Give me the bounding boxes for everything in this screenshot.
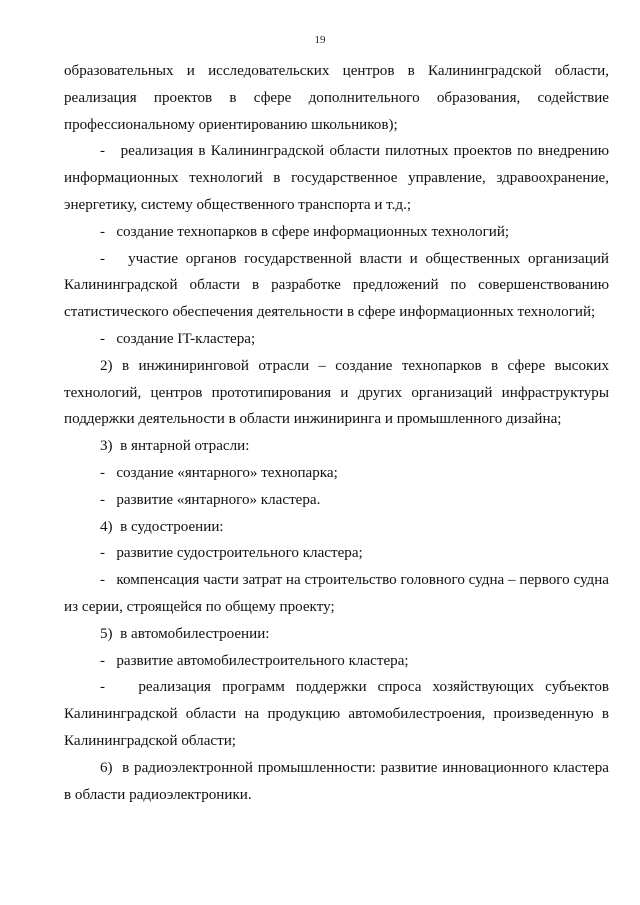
bullet-statistics-participation: - участие органов государственной власти и общественных организаций Калининградской области в разработке предложений по совершенствованию статистического обеспечения деятельности в сфере информационных технологий; bbox=[64, 250, 613, 321]
item-automotive: 5) в автомобилестроении: bbox=[100, 625, 270, 642]
bullet-it-technoparks: - создание технопарков в сфере информационных технологий; bbox=[100, 223, 510, 240]
item-radioelectronics: 6) в радиоэлектронной промышленности: развитие инновационного кластера в области радиоэлектроники. bbox=[64, 759, 613, 803]
bullet-amber-cluster: - развитие «янтарного» кластера. bbox=[100, 491, 321, 508]
page-number: 19 bbox=[314, 34, 326, 46]
item-engineering: 2) в инжиниринговой отрасли – создание технопарков в сфере высоких технологий, центров прототипирования и других организаций инфраструктуры поддержки деятельности в области инжиниринга и промышленного дизайна; bbox=[64, 357, 613, 428]
item-shipbuilding: 4) в судостроении: bbox=[100, 518, 224, 535]
bullet-shipbuilding-cluster: - развитие судостроительного кластера; bbox=[100, 545, 363, 562]
bullet-ship-cost-compensation: - компенсация части затрат на строительство головного судна – первого судна из серии, строящейся по общему проекту; bbox=[64, 572, 613, 615]
bullet-automotive-demand-support: - реализация программ поддержки спроса хозяйствующих субъектов Калининградской области на продукцию автомобилестроения, произведенную в Калининградской области; bbox=[64, 679, 613, 749]
bullet-pilot-projects: - реализация в Калининградской области пилотных проектов по внедрению информационных технологий в государственное управление, здравоохранение, энергетику, систему общественного транспорта и т.д.; bbox=[64, 143, 613, 213]
paragraph-continuation: образовательных и исследовательских центров в Калининградской области, реализация проектов в сфере дополнительного образования, содействие профессиональному ориентированию школьников); bbox=[64, 63, 613, 133]
bullet-amber-technopark: - создание «янтарного» технопарка; bbox=[100, 464, 338, 481]
bullet-automotive-cluster: - развитие автомобилестроительного кластера; bbox=[100, 652, 409, 669]
document-body bbox=[64, 58, 613, 808]
item-amber-industry: 3) в янтарной отрасли: bbox=[100, 438, 250, 455]
bullet-it-cluster: - создание IT-кластера; bbox=[100, 330, 256, 347]
